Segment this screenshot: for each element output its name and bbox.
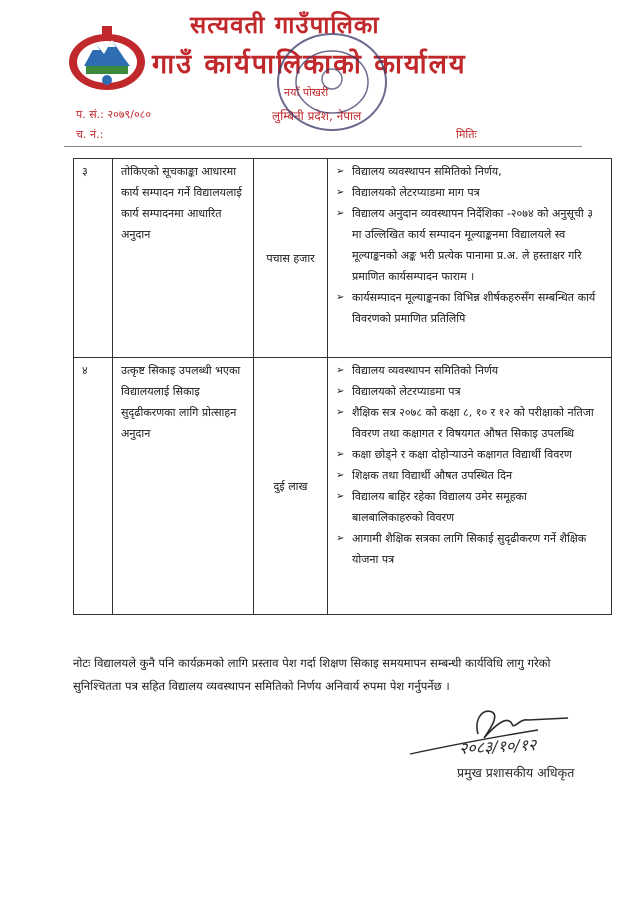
list-item: ➢ विद्यालय व्यवस्थापन समितिको निर्णय <box>336 360 601 381</box>
office-address: लुम्बिनी प्रदेश, नेपाल <box>272 109 362 123</box>
table-row <box>74 159 612 358</box>
list-item: ➢ विद्यालयको लेटरप्याडमा पत्र <box>336 381 601 402</box>
arrow-bullet-icon: ➢ <box>336 187 345 198</box>
signature-date: २०८३/१०/१२ <box>458 734 537 759</box>
row-number: ३ <box>74 159 113 358</box>
arrow-bullet-icon: ➢ <box>336 407 345 418</box>
header-divider <box>64 146 582 147</box>
list-item: ➢ आगामी शैक्षिक सत्रका लागि सिकाई सुदृढीकरण गर्ने शैक्षिक योजना पत्र <box>336 528 601 570</box>
arrow-bullet-icon: ➢ <box>336 386 345 397</box>
arrow-bullet-icon: ➢ <box>336 533 345 544</box>
list-item: ➢ विद्यालय अनुदान व्यवस्थापन निर्देशिका -२०७४ को अनुसूची ३ मा उल्लिखित कार्य सम्पादन मूल्याङ्कनमा विद्यालयले स्व मूल्याङ्कनको अङ्क भरी प्रत्येक पानामा प्र.अ. ले हस्ताक्षर गरि प्रमाणित कार्यसम्पादन फाराम । <box>336 203 601 287</box>
arrow-bullet-icon: ➢ <box>336 208 345 219</box>
signatory-title: प्रमुख प्रशासकीय अधिकृत <box>457 765 575 780</box>
grant-description: तोकिएको सूचकाङ्का आधारमा कार्य सम्पादन गर्ने विद्यालयलाई कार्य सम्पादनमा आधारित अनुदान <box>113 159 254 358</box>
list-item: ➢ कार्यसम्पादन मूल्याङ्कनका विभिन्न शीर्षकहरुसँग सम्बन्धित कार्य विवरणको प्रमाणित प्रतिलिपि <box>336 287 601 329</box>
arrow-bullet-icon: ➢ <box>336 491 345 502</box>
office-name: गाउँ कार्यपालिकाको कार्यालय <box>152 49 467 80</box>
required-documents <box>328 159 612 358</box>
list-item: ➢ विद्यालयको लेटरप्याडमा माग पत्र <box>336 182 601 203</box>
grant-amount: दुई लाख <box>254 358 328 615</box>
grant-amount: पचास हजार <box>254 159 328 358</box>
arrow-bullet-icon: ➢ <box>336 166 345 177</box>
grant-requirements-table <box>73 158 612 615</box>
arrow-bullet-icon: ➢ <box>336 365 345 376</box>
note-paragraph: नोटः विद्यालयले कुनै पनि कार्यक्रमको लागि प्रस्ताव पेश गर्दा शिक्षण सिकाइ समयमापन सम्बन्धी कार्यविधि लागु गरेको सुनिश्चितता पत्र सहित विद्यालय व्यवस्थापन समितिको निर्णय अनिवार्य रुपमा पेश गर्नुपर्नेछ । <box>73 656 551 693</box>
list-item: ➢ विद्यालय बाहिर रहेका विद्यालय उमेर समूहका बालबालिकाहरुको विवरण <box>336 486 601 528</box>
arrow-bullet-icon: ➢ <box>336 292 345 303</box>
list-item: ➢ कक्षा छोड्ने र कक्षा दोहोर्‍याउने कक्षागत विद्यार्थी विवरण <box>336 444 601 465</box>
reference-number: प. सं.: २०७९/०८० <box>76 108 152 121</box>
office-location: नयाँ पोखरी <box>284 86 329 99</box>
grant-description: उत्कृष्ट सिकाइ उपलब्धी भएका विद्यालयलाई सिकाइ सुदृढीकरणका लागि प्रोत्साहन अनुदान <box>113 358 254 615</box>
dispatch-number: च. नं.: <box>76 128 104 141</box>
row-number: ४ <box>74 358 113 615</box>
nepal-emblem-logo <box>66 22 148 92</box>
arrow-bullet-icon: ➢ <box>336 470 345 481</box>
required-documents <box>328 358 612 615</box>
table-row <box>74 358 612 615</box>
arrow-bullet-icon: ➢ <box>336 449 345 460</box>
date-label: मितिः <box>456 128 477 141</box>
list-item: ➢ शिक्षक तथा विद्यार्थी औषत उपस्थित दिन <box>336 465 601 486</box>
list-item: ➢ विद्यालय व्यवस्थापन समितिको निर्णय, <box>336 161 601 182</box>
list-item: ➢ शैक्षिक सत्र २०७८ को कक्षा ८, १० र १२ को परीक्षाको नतिजा विवरण तथा कक्षागत र विषयगत औषत सिकाइ उपलब्धि <box>336 402 601 444</box>
municipality-name: सत्यवती गाउँपालिका <box>190 11 380 39</box>
office-stamp-seal <box>272 27 392 137</box>
